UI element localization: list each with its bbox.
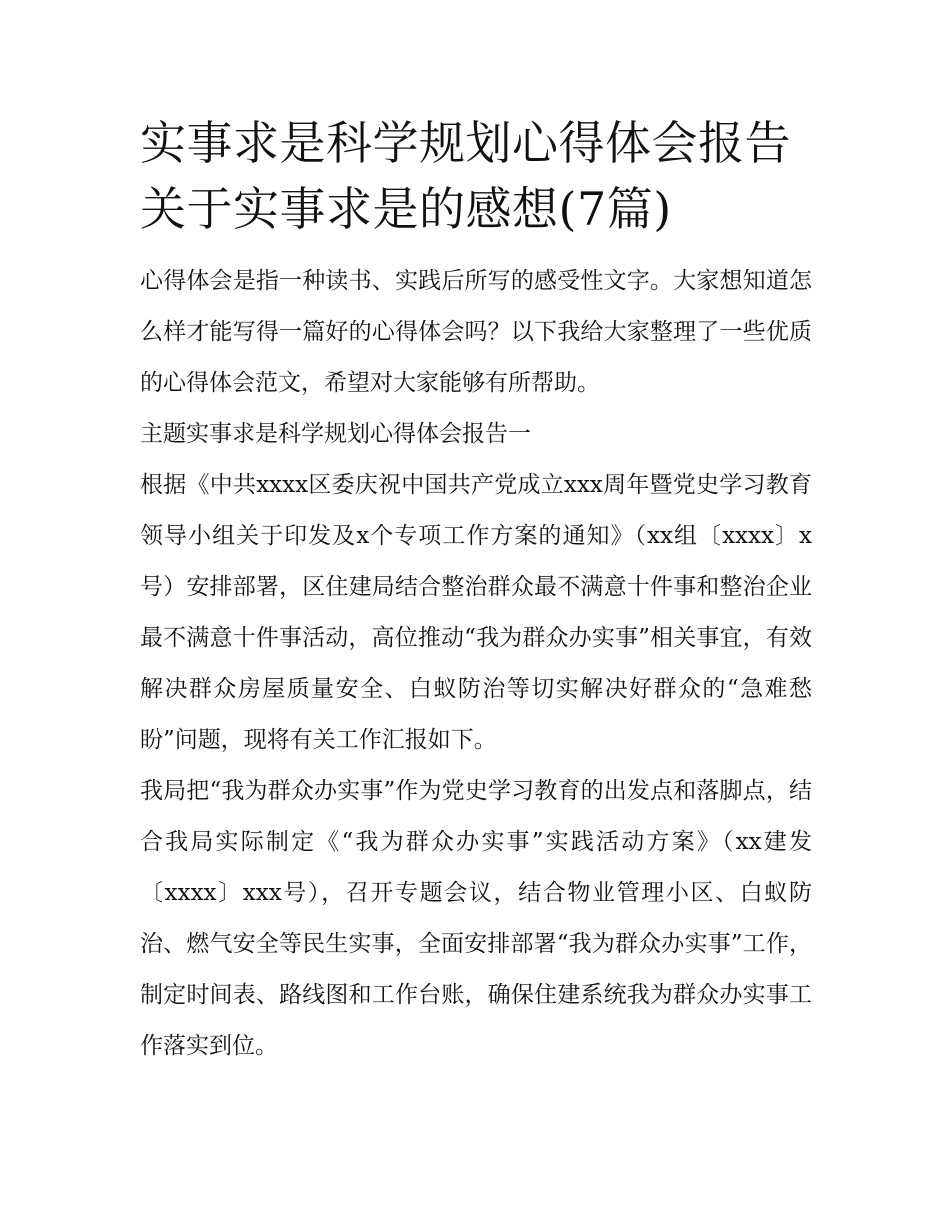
- document-title: 实事求是科学规划心得体会报告 关于实事求是的感想(7篇): [140, 116, 791, 236]
- body-paragraph: 根据《中共xxxx区委庆祝中国共产党成立xxx周年暨党史学习教育领导小组关于印发及x个专项工作方案的通知》（xx组〔xxxx〕x号）安排部署，区住建局结合整治群众最不满意十件事和整治企业最不满意十件事活动，高位推动“我为群众办实事”相关事宜，有效解决群众房屋质量安全、白蚁防治等切实解决好群众的“急难愁盼”问题，现将有关工作汇报如下。: [140, 472, 812, 753]
- section-heading: 主题实事求是科学规划心得体会报告一: [140, 421, 531, 447]
- document-page: [140, 110, 812, 1072]
- intro-paragraph: 心得体会是指一种读书、实践后所写的感受性文字。大家想知道怎么样才能写得一篇好的心得体会吗？以下我给大家整理了一些优质的心得体会范文，希望对大家能够有所帮助。: [140, 268, 812, 396]
- body-paragraph: 我局把“我为群众办实事”作为党史学习教育的出发点和落脚点，结合我局实际制定《“我为群众办实事”实践活动方案》（xx建发〔xxxx〕xxx号），召开专题会议，结合物业管理小区、白蚁防治、燃气安全等民生实事，全面安排部署“我为群众办实事”工作，制定时间表、路线图和工作台账，确保住建系统我为群众办实事工作落实到位。: [140, 778, 812, 1059]
